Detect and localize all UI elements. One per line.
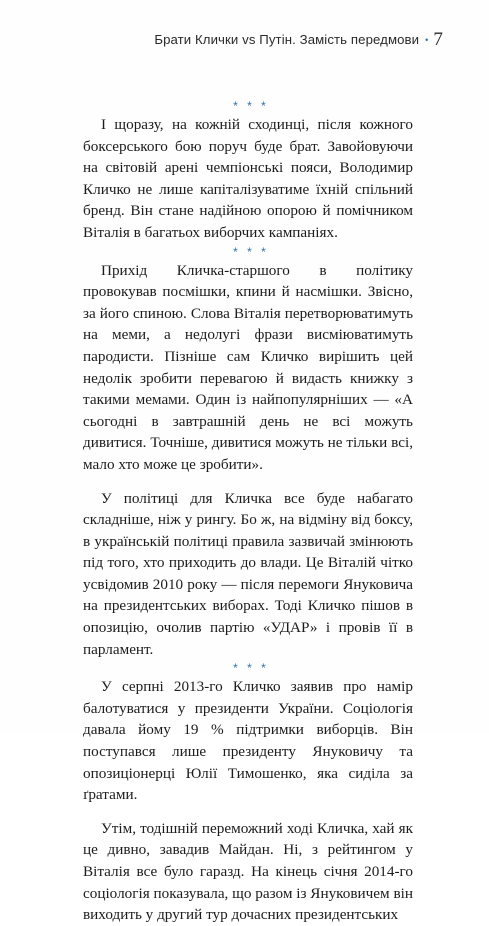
paragraph-gap [83,476,413,488]
page-number: 7 [433,29,443,50]
header-bullet-icon: • [425,35,429,45]
section-separator: * * * [233,244,269,259]
paragraph-1: І щоразу, на кожній сходинці, після кожного боксерського бою поруч буде брат. Завойовуючи на світовій арені чемпіонські пояси, Володимир Кличко не лише капіталізуватиме їхній спільний бренд. Він стане надійною опорою й помічником Віталія в багатьох виборчих кампаніях. [83,116,413,241]
running-header-title: Брати Клички vs Путін. Замість передмови [154,32,420,47]
paragraph-gap [83,806,413,818]
section-separator: * * * [233,661,269,676]
page-body [83,98,413,926]
paragraph-2: Прихід Кличка-старшого в політику провокував посмішки, кпини й насмішки. Звісно, за його спиною. Слова Віталія перетворюватимуть на меми, а недолугі фрази висміюватимуть пародисти. Пізніше сам Кличко вирішить цей недолік зробити перевагою й видасть книжку з такими мемами. Один із найпопулярніших — «А сьогодні в завтрашній день не всі можуть дивитися. Точніше, дивитися можуть не тільки всі, мало хто може це зробити». [83,261,413,473]
paragraph-3: У політиці для Кличка все буде набагато складніше, ніж у рингу. Бо ж, на відміну від боксу, в українській політиці правила зазвичай змінюють під того, хто приходить до влади. Це Віталій чітко усвідомив 2010 року — після перемоги Януковича на президентських виборах. Тоді Кличко пішов в опозицію, очолив партію «УДАР» і провів її в парламент. [83,489,413,658]
section-separator: * * * [233,99,269,113]
paragraph-4: У серпні 2013-го Кличко заявив про намір балотуватися у президенти України. Соціологія давала йому 19 % підтримки виборців. Він поступався лише президенту Януковичу та опозиціонерці Юлії Тимошенко, яка сиділа за ґратами. [83,678,413,804]
paragraph-5: Утім, тодішній переможний ході Кличка, хай як це дивно, завадив Майдан. Ні, з рейтингом у Віталія все було гаразд. На кінець січня 2014-го соціологія показувала, що разом із Януковичем він виходить у другий тур дочасних президентських [83,819,413,924]
running-header [60,28,443,50]
